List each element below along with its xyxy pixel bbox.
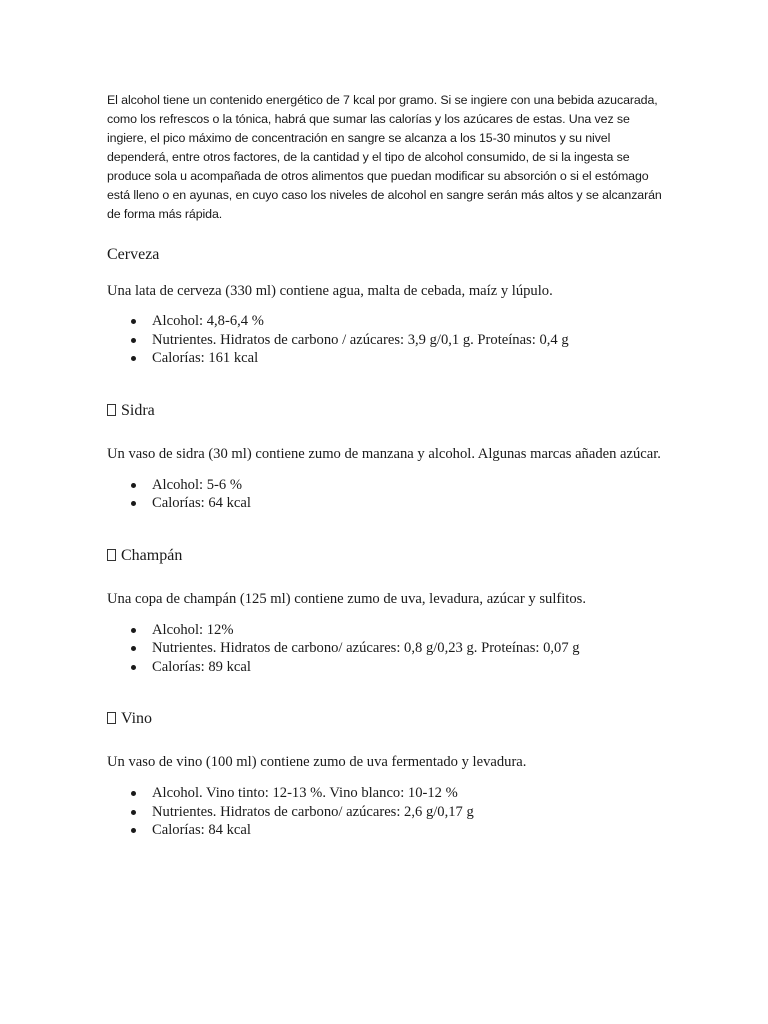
list-item: Alcohol: 5-6 %	[107, 476, 662, 495]
section-title-cerveza	[107, 245, 662, 265]
section-title-text: Champán	[121, 546, 183, 564]
list-item: Calorías: 89 kcal	[107, 658, 662, 677]
missing-glyph-icon	[107, 549, 116, 561]
list-item: Calorías: 84 kcal	[107, 821, 662, 840]
list-item: Nutrientes. Hidratos de carbono/ azúcares: 2,6 g/0,17 g	[107, 803, 662, 822]
list-item: Alcohol: 12%	[107, 621, 662, 640]
section-title-vino	[107, 709, 662, 729]
section-description-vino: Un vaso de vino (100 ml) contiene zumo de uva fermentado y levadura.	[107, 754, 527, 770]
section-title-sidra	[107, 401, 662, 421]
facts-list-champan	[107, 621, 662, 677]
list-item: Nutrientes. Hidratos de carbono / azúcares: 3,9 g/0,1 g. Proteínas: 0,4 g	[107, 331, 662, 350]
facts-list-sidra	[107, 476, 662, 513]
section-title-text: Cerveza	[107, 246, 160, 263]
missing-glyph-icon	[107, 712, 116, 724]
section-description-cerveza: Una lata de cerveza (330 ml) contiene agua, malta de cebada, maíz y lúpulo.	[107, 283, 553, 299]
facts-list-vino	[107, 784, 662, 840]
facts-list-cerveza	[107, 312, 662, 368]
intro-paragraph: El alcohol tiene un contenido energético de 7 kcal por gramo. Si se ingiere con una bebida azucarada, como los refrescos o la tónica, habrá que sumar las calorías y los azúcares de estas. Una vez se ingiere, el pico máximo de concentración en sangre se alcanza a los 15-30 minutos y su nivel dependerá, entre otros factores, de la cantidad y el tipo de alcohol consumido, de si la ingesta se produce sola u acompañada de otros alimentos que puedan modificar su absorción o si el estómago está lleno o en ayunas, en cuyo caso los niveles de alcohol en sangre serán más altos y se alcanzarán de forma más rápida.	[107, 93, 662, 221]
list-item: Calorías: 161 kcal	[107, 349, 662, 368]
section-description-sidra: Un vaso de sidra (30 ml) contiene zumo de manzana y alcohol. Algunas marcas añaden azúcar.	[107, 445, 661, 462]
section-title-text: Vino	[121, 710, 153, 727]
list-item: Nutrientes. Hidratos de carbono/ azúcares: 0,8 g/0,23 g. Proteínas: 0,07 g	[107, 639, 662, 658]
document-page	[107, 91, 662, 840]
section-description-champan: Una copa de champán (125 ml) contiene zumo de uva, levadura, azúcar y sulfitos.	[107, 590, 586, 607]
list-item: Alcohol: 4,8-6,4 %	[107, 312, 662, 331]
section-title-text: Sidra	[121, 401, 155, 419]
list-item: Alcohol. Vino tinto: 12-13 %. Vino blanco: 10-12 %	[107, 784, 662, 803]
section-title-champan	[107, 546, 662, 566]
list-item: Calorías: 64 kcal	[107, 494, 662, 513]
missing-glyph-icon	[107, 404, 116, 416]
